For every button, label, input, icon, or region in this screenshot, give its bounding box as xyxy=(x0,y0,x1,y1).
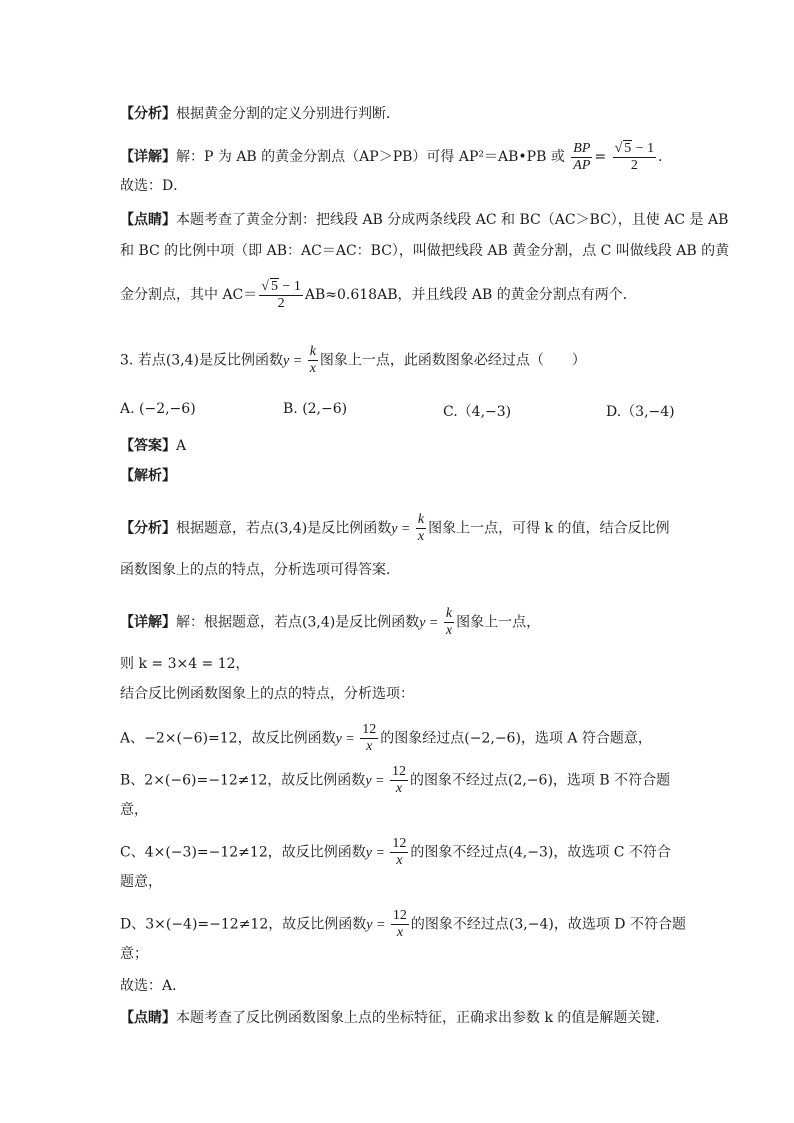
option-c: C.（4,−3) xyxy=(443,404,512,420)
choose-2: 故选：A． xyxy=(120,978,187,994)
twelve-over-x: $\frac{12}{x}$ xyxy=(392,908,407,940)
calc-k: 则 k = 3×4 = 12， xyxy=(120,656,250,672)
detail-tag: 【详解】 xyxy=(120,149,176,165)
k-over-x: $\frac{k}{x}$ xyxy=(417,512,425,544)
ratio-bp-ap: $\frac{BP}{AP}$ xyxy=(573,140,591,173)
comment-1-line-2: 和 BC 的比例中项（即 AB：AC＝AC：BC），叫做把线段 AB 黄金分割，点 C 叫做线段 AB 的黄 xyxy=(120,243,730,259)
analysis-2-line-2: 函数图象上的点的特点，分析选项可得答案． xyxy=(120,562,400,578)
option-a-check: A、−2×(−6)=12，故反比例函数y = $\frac{12}{x}$ 的图象经过点(−2,−6)，选项 A 符合题意， xyxy=(120,722,652,754)
golden-ratio-fraction: $\frac{√ 5 - 1}{2}$ xyxy=(261,279,301,311)
twelve-over-x: $\frac{12}{x}$ xyxy=(391,764,406,796)
answer xyxy=(120,436,186,456)
answer-value: A xyxy=(176,438,187,454)
detail-2: 【详解】解：根据题意，若点(3,4)是反比例函数y = $\frac{k}{x}$ 图象上一点， xyxy=(120,606,541,638)
k-over-x: $\frac{k}{x}$ xyxy=(309,344,316,376)
k-over-x: $\frac{k}{x}$ xyxy=(445,606,453,638)
answer-tag: 【答案】 xyxy=(120,438,176,454)
option-b-check: B、2×(−6)=−12≠12，故反比例函数y = $\frac{12}{x}$ 的图象不经过点(2,−6)，选项 B 不符合题 xyxy=(120,764,671,796)
analysis-text: 根据黄金分割的定义分别进行判断． xyxy=(176,106,400,122)
comment-tag: 【点睛】 xyxy=(120,212,176,228)
analysis-tag: 【分析】 xyxy=(120,106,176,122)
comment-2: 【点睛】本题考查了反比例函数图象上点的坐标特征，正确求出参数 k 的值是解题关键． xyxy=(120,1010,670,1026)
option-c-check: C、4×(−3)=−12≠12，故反比例函数y = $\frac{12}{x}$ 的图象不经过点(4,−3)，故选项 C 不符合 xyxy=(120,836,671,868)
option-c-check-cont: 题意， xyxy=(120,874,162,890)
option-d: D.（3,−4) xyxy=(606,404,675,420)
option-d-check-cont: 意； xyxy=(120,946,148,962)
option-d-check: D、3×(−4)=−12≠12，故反比例函数y = $\frac{12}{x}$ 的图象不经过点(3,−4)，故选项 D 不符合题 xyxy=(120,908,686,940)
option-b-check-cont: 意， xyxy=(120,802,148,818)
combine-text: 结合反比例函数图象上的点的特点，分析选项： xyxy=(120,686,414,702)
analysis-2: 【分析】根据题意，若点(3,4)是反比例函数y = $\frac{k}{x}$ 图象上一点，可得 k 的值，结合反比例 xyxy=(120,512,670,544)
comment-1-line-1: 【点睛】本题考查了黄金分割：把线段 AB 分成两条线段 AC 和 BC（AC＞BC），且使 AC 是 AB xyxy=(120,212,729,228)
comment-1-line-3: 金分割点，其中 AC＝ $\frac{√ 5 - 1}{2}$ AB≈0.618AB，并且线段 AB 的黄金分割点有两个． xyxy=(120,279,637,311)
question-3: 3. 若点(3,4)是反比例函数y = $\frac{k}{x}$ 图象上一点，此函数图象必经过点（ ） xyxy=(120,344,586,376)
golden-ratio-fraction: $\frac{√ 5 - 1}{2}$ xyxy=(614,141,655,173)
option-a: A. (−2,−6) xyxy=(120,401,196,417)
choose-1: 故选：D． xyxy=(120,178,188,194)
twelve-over-x: $\frac{12}{x}$ xyxy=(362,722,377,754)
analysis-1 xyxy=(120,104,400,124)
option-b: B. (2,−6) xyxy=(283,401,348,417)
detail-text: 解：P 为 AB 的黄金分割点（AP＞PB）可得 AP²＝AB•PB 或 xyxy=(176,149,565,165)
detail-1: 【详解】解：P 为 AB 的黄金分割点（AP＞PB）可得 AP²＝AB•PB 或 $\frac{BP}{AP}$ = $\frac{√ 5 - 1}{2}$ ． xyxy=(120,140,673,173)
twelve-over-x: $\frac{12}{x}$ xyxy=(392,836,407,868)
parse-tag: 【解析】 xyxy=(120,468,176,484)
